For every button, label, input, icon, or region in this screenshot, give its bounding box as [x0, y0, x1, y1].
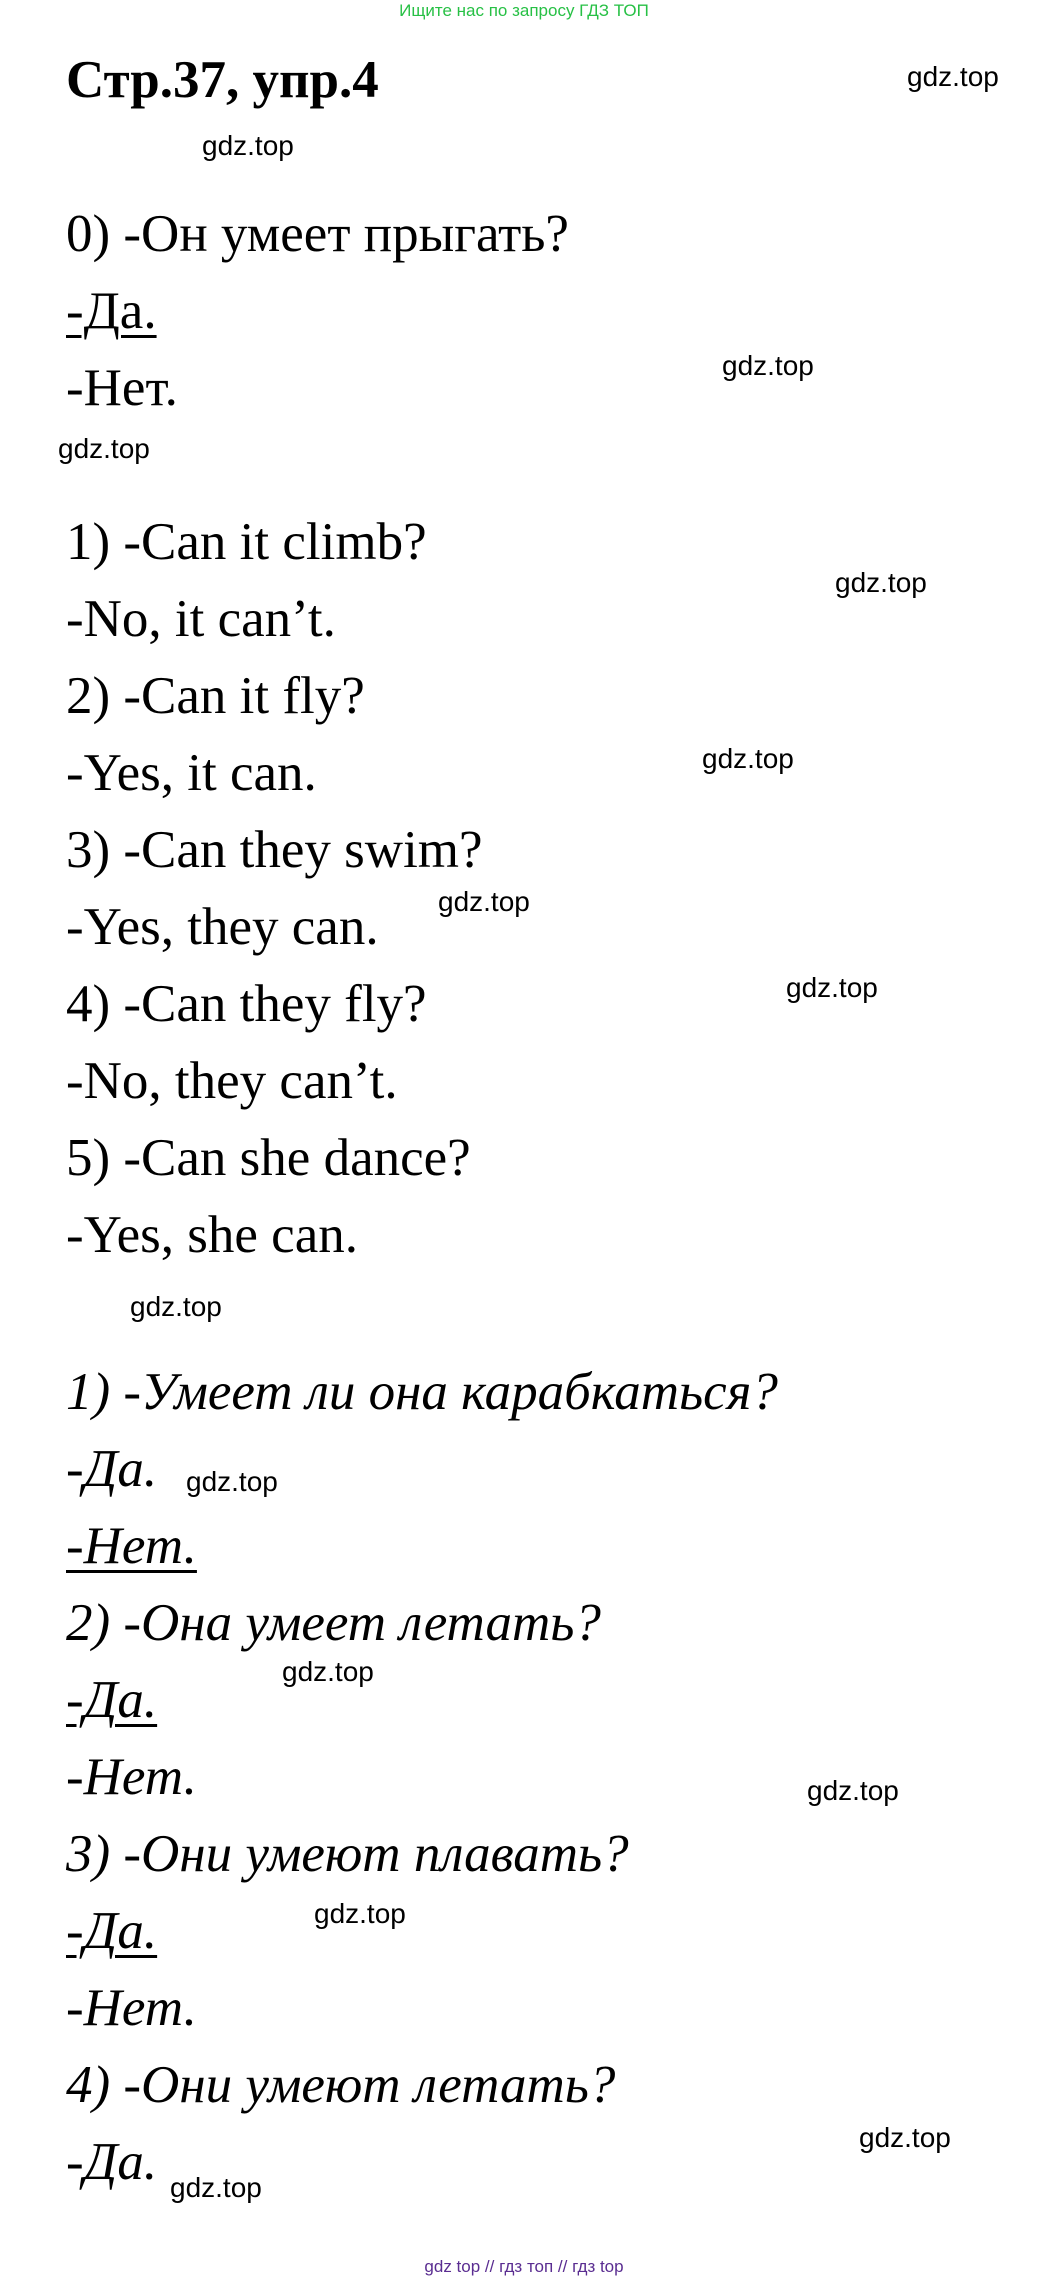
top-banner-link[interactable]: Ищите нас по запросу ГДЗ ТОП: [399, 1, 649, 20]
english-answer-5: -Yes, she can.: [66, 1206, 358, 1264]
watermark: gdz.top: [438, 886, 530, 917]
english-question-1: 1) -Can it climb?: [66, 513, 427, 571]
english-answer-1: -No, it can’t.: [66, 590, 336, 648]
section0-no-answer: -Нет.: [66, 359, 178, 417]
watermark: gdz.top: [786, 972, 878, 1003]
english-answer-2: -Yes, it can.: [66, 744, 317, 802]
section0-question: 0) -Он умеет прыгать?: [66, 205, 569, 263]
russian-no-2: -Нет.: [66, 1748, 197, 1806]
english-question-2: 2) -Can it fly?: [66, 667, 365, 725]
russian-no-3: -Нет.: [66, 1979, 197, 2037]
russian-yes-2: -Да.: [66, 1671, 158, 1729]
russian-yes-3: -Да.: [66, 1902, 158, 1960]
english-answer-3: -Yes, they can.: [66, 898, 379, 956]
section0-yes-answer: -Да.: [66, 282, 157, 340]
watermark: gdz.top: [859, 2122, 951, 2153]
russian-yes-4: -Да.: [66, 2133, 158, 2191]
russian-question-1: 1) -Умеет ли она карабкаться?: [66, 1363, 778, 1421]
watermark: gdz.top: [835, 567, 927, 598]
russian-yes-1: -Да.: [66, 1440, 158, 1498]
watermark: gdz.top: [907, 61, 999, 92]
watermark: gdz.top: [282, 1656, 374, 1687]
footer-links[interactable]: gdz top // гдз топ // гдз top: [424, 2257, 624, 2276]
english-question-5: 5) -Can she dance?: [66, 1129, 471, 1187]
watermark: gdz.top: [186, 1466, 278, 1497]
page-title: Стр.37, упр.4: [66, 51, 379, 109]
watermark: gdz.top: [130, 1291, 222, 1322]
english-question-3: 3) -Can they swim?: [66, 821, 483, 879]
russian-question-4: 4) -Они умеют летать?: [66, 2056, 616, 2114]
watermark: gdz.top: [58, 433, 150, 464]
watermark: gdz.top: [170, 2172, 262, 2203]
russian-question-2: 2) -Она умеет летать?: [66, 1594, 601, 1652]
watermark: gdz.top: [807, 1775, 899, 1806]
russian-question-3: 3) -Они умеют плавать?: [66, 1825, 629, 1883]
watermark: gdz.top: [722, 350, 814, 381]
russian-no-1: -Нет.: [66, 1517, 197, 1575]
english-answer-4: -No, they can’t.: [66, 1052, 398, 1110]
watermark: gdz.top: [202, 130, 294, 161]
english-question-4: 4) -Can they fly?: [66, 975, 427, 1033]
watermark: gdz.top: [314, 1898, 406, 1929]
watermark: gdz.top: [702, 743, 794, 774]
